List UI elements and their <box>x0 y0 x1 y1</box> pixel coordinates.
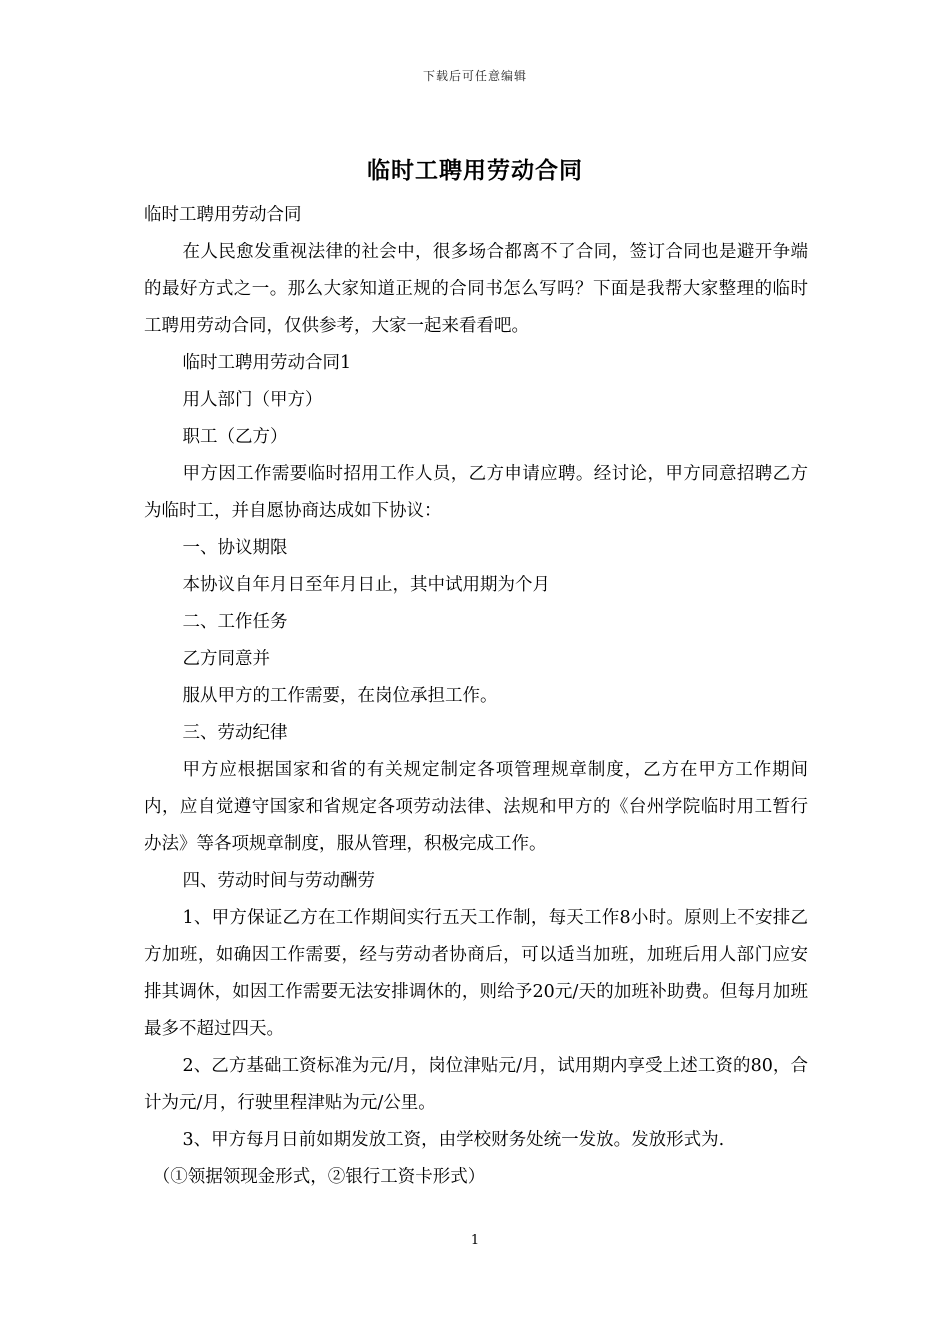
section-heading-term: 一、协议期限 <box>182 538 288 558</box>
paragraph-hours: 1、甲方保证乙方在工作期间实行五天工作制，每天工作8小时。原则上不安排乙方加班，如确因工作需要，经与劳动者协商后，可以适当加班，加班后用人部门应安排其调休，如因工作需要无法安排调休的，则给予20元/天的加班补助费。但每月加班最多不超过四天。 <box>144 908 808 1039</box>
section-heading-discipline: 三、劳动纪律 <box>182 723 288 743</box>
paragraph-contract-heading: 临时工聘用劳动合同1 <box>182 353 352 373</box>
paragraph-payment-forms: （①领据领现金形式，②银行工资卡形式） <box>152 1167 486 1187</box>
paragraph-subtitle: 临时工聘用劳动合同 <box>144 205 302 225</box>
page-header-note: 下载后可任意编辑 <box>422 69 527 83</box>
document-title: 临时工聘用劳动合同 <box>367 157 583 184</box>
paragraph-party-b: 职工（乙方） <box>182 427 288 447</box>
paragraph-tasks-2: 服从甲方的工作需要，在岗位承担工作。 <box>182 686 498 706</box>
document-body <box>144 197 808 1196</box>
paragraph-discipline: 甲方应根据国家和省的有关规定制定各项管理规章制度，乙方在甲方工作期间内，应自觉遵守国家和省规定各项劳动法律、法规和甲方的《台州学院临时用工暂行办法》等各项规章制度，服从管理，积极完成工作。 <box>144 760 808 854</box>
paragraph-term: 本协议自年月日至年月日止，其中试用期为个月 <box>182 575 550 595</box>
page-number: 1 <box>470 1233 480 1248</box>
paragraph-salary: 2、乙方基础工资标准为元/月，岗位津贴元/月，试用期内享受上述工资的80，合计为元/月，行驶里程津贴为元/公里。 <box>144 1056 808 1113</box>
paragraph-tasks-1: 乙方同意并 <box>182 649 270 669</box>
section-heading-hours-pay: 四、劳动时间与劳动酬劳 <box>182 871 375 891</box>
paragraph-party-a: 用人部门（甲方） <box>182 390 323 410</box>
paragraph-preamble: 甲方因工作需要临时招用工作人员，乙方申请应聘。经讨论，甲方同意招聘乙方为临时工，并自愿协商达成如下协议： <box>144 464 808 521</box>
paragraph-intro: 在人民愈发重视法律的社会中，很多场合都离不了合同，签订合同也是避开争端的最好方式之一。那么大家知道正规的合同书怎么写吗？下面是我帮大家整理的临时工聘用劳动合同，仅供参考，大家一起来看看吧。 <box>144 242 808 336</box>
section-heading-tasks: 二、工作任务 <box>182 612 288 632</box>
paragraph-payment: 3、甲方每月日前如期发放工资，由学校财务处统一发放。发放形式为. <box>182 1130 725 1150</box>
